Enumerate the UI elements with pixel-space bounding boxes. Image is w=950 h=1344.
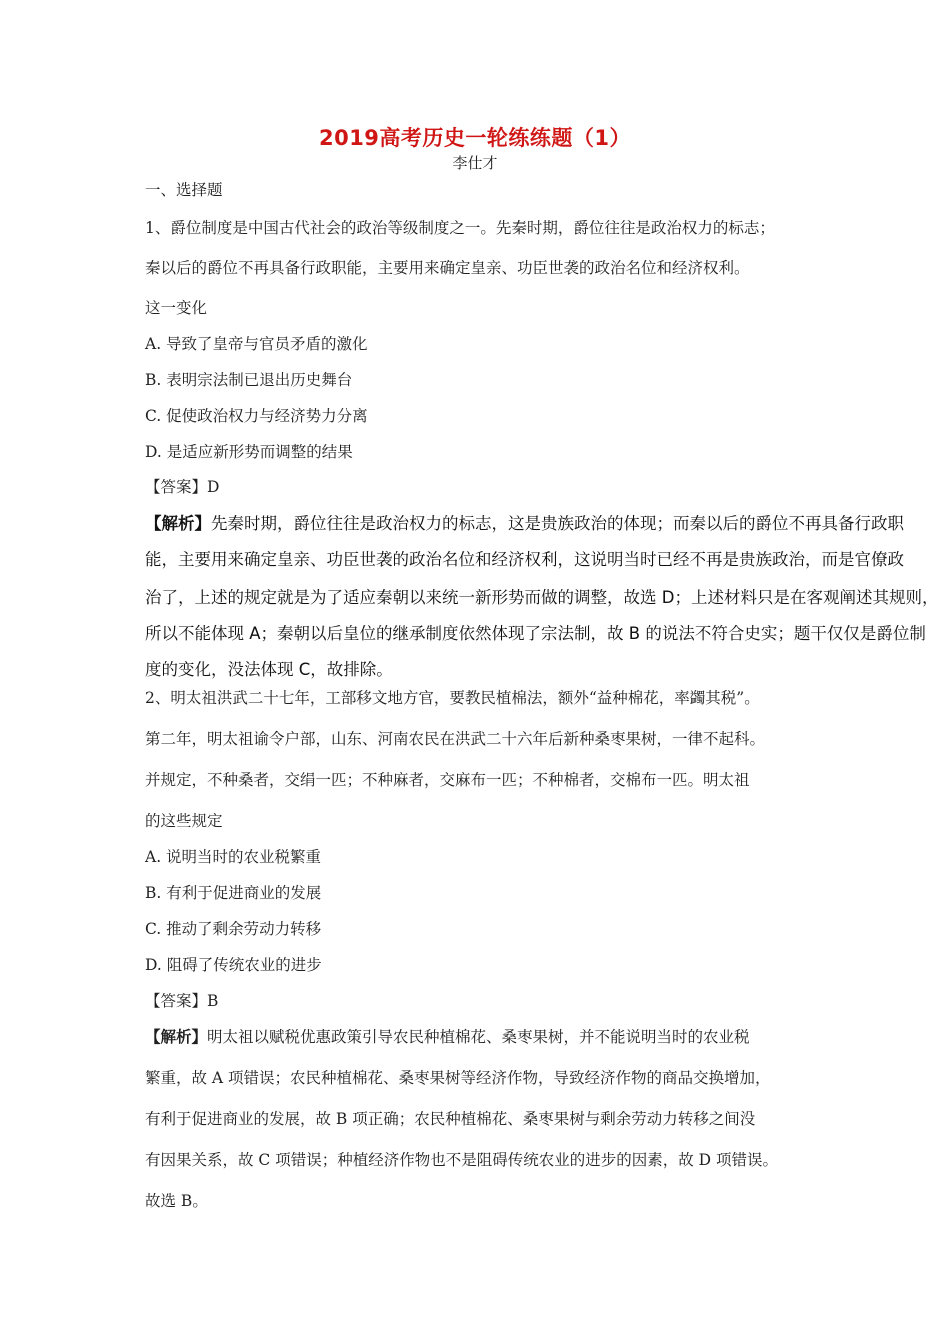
q1-stem-line-1: 1、爵位制度是中国古代社会的政治等级制度之一。先秦时期，爵位往往是政治权力的标志；: [145, 219, 775, 237]
q2-option-d: D. 阻碍了传统农业的进步: [145, 956, 322, 974]
q1-analysis-text-1: 先秦时期，爵位往往是政治权力的标志，这是贵族政治的体现；而秦以后的爵位不再具备行政职: [211, 514, 904, 533]
q2-analysis-text-1: 明太祖以赋税优惠政策引导农民种植棉花、桑枣果树，并不能说明当时的农业税: [207, 1028, 750, 1046]
q1-option-c: C. 促使政治权力与经济势力分离: [145, 407, 368, 425]
q2-stem-line-3: 并规定，不种桑者，交绢一匹；不种麻者，交麻布一匹；不种棉者，交棉布一匹。明太祖: [145, 771, 750, 789]
q1-stem-line-3: 这一变化: [145, 299, 208, 317]
q1-analysis-line-4: 所以不能体现 A；秦朝以后皇位的继承制度依然体现了宗法制，故 B 的说法不符合史实；题干仅仅是爵位制: [145, 624, 926, 643]
q2-option-b: B. 有利于促进商业的发展: [145, 884, 322, 902]
q2-analysis-line-2: 繁重，故 A 项错误；农民种植棉花、桑枣果树等经济作物，导致经济作物的商品交换增加，: [145, 1069, 771, 1087]
q2-analysis-line-4: 有因果关系，故 C 项错误；种植经济作物也不是阻碍传统农业的进步的因素，故 D 项错误。: [145, 1151, 778, 1169]
q2-stem-line-4: 的这些规定: [145, 812, 223, 830]
q1-analysis-line-3: 治了，上述的规定就是为了适应秦朝以来统一新形势而做的调整，故选 D；上述材料只是在客观阐述其规则，: [145, 588, 939, 607]
q2-analysis-line-5: 故选 B。: [145, 1192, 208, 1210]
q1-analysis-line-5: 度的变化，没法体现 C，故排除。: [145, 660, 393, 679]
author-name: 李仕才: [452, 154, 498, 172]
q1-analysis-line-2: 能，主要用来确定皇亲、功臣世袭的政治名位和经济权利，这说明当时已经不再是贵族政治，而是官僚政: [145, 550, 904, 569]
q1-analysis-label: 【解析】: [145, 514, 211, 533]
q2-option-a: A. 说明当时的农业税繁重: [145, 848, 322, 866]
document-title: 2019高考历史一轮练练题（1）: [318, 126, 632, 150]
q1-answer-value: D: [207, 478, 220, 496]
q1-option-b: B. 表明宗法制已退出历史舞台: [145, 371, 353, 389]
q2-stem-line-2: 第二年，明太祖谕令户部，山东、河南农民在洪武二十六年后新种桑枣果树，一律不起科。: [145, 730, 766, 748]
q2-answer: [145, 989, 218, 1011]
q1-answer-label: 【答案】: [145, 478, 208, 496]
q1-analysis-line-1: [145, 510, 904, 534]
q2-option-c: C. 推动了剩余劳动力转移: [145, 920, 322, 938]
q2-analysis-line-3: 有利于促进商业的发展，故 B 项正确；农民种植棉花、桑枣果树与剩余劳动力转移之间没: [145, 1110, 756, 1128]
q2-analysis-line-1: [145, 1025, 750, 1047]
section-heading: 一、选择题: [145, 181, 223, 199]
q1-option-a: A. 导致了皇帝与官员矛盾的激化: [145, 335, 368, 353]
q2-stem-line-1: 2、明太祖洪武二十七年，工部移文地方官，要教民植棉法，额外“益种棉花，率蠲其税”。: [145, 689, 760, 707]
q1-stem-line-2: 秦以后的爵位不再具备行政职能，主要用来确定皇亲、功臣世袭的政治名位和经济权利。: [145, 259, 750, 277]
q1-answer: [145, 475, 219, 497]
q2-answer-value: B: [207, 992, 219, 1010]
q2-answer-label: 【答案】: [145, 992, 208, 1010]
q1-option-d: D. 是适应新形势而调整的结果: [145, 443, 353, 461]
q2-analysis-label: 【解析】: [145, 1027, 208, 1046]
